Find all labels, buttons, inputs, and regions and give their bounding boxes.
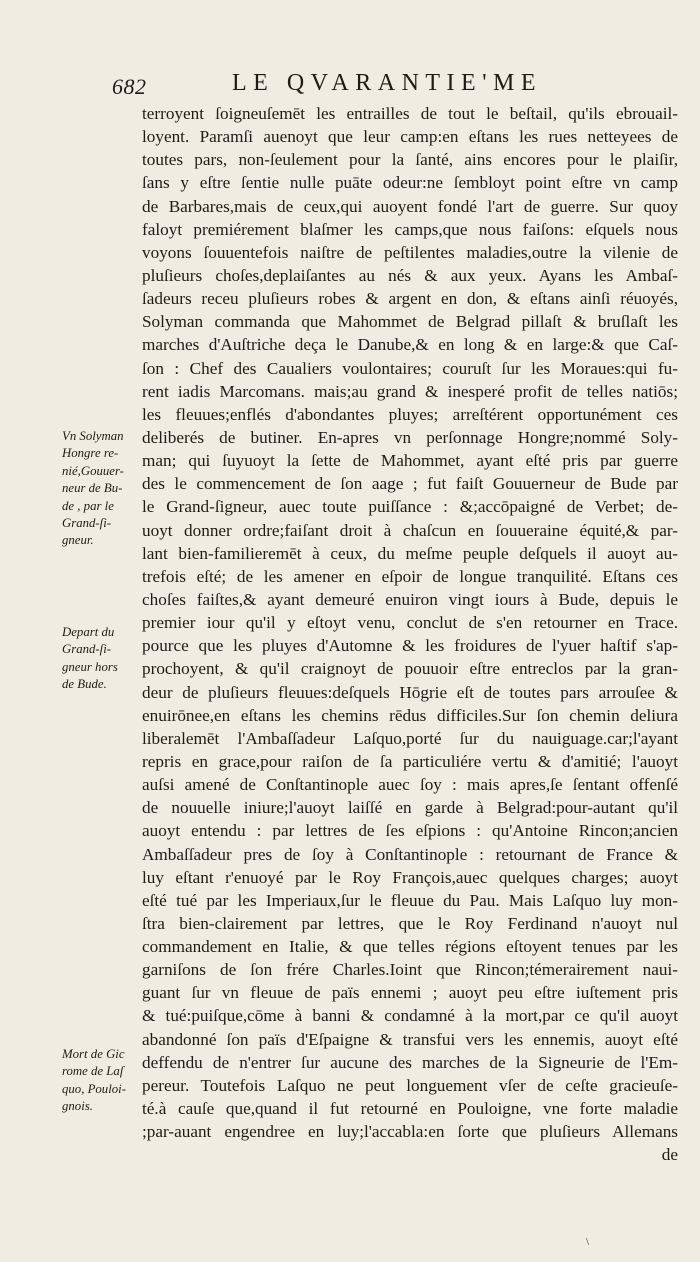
stray-mark: \ [586, 1236, 590, 1248]
marginal-note-line: Depart du [62, 625, 115, 639]
text-line: prochoyent, & qu'il craignoyt de pouuoir eſtre entreclos par la gran- [142, 659, 678, 679]
text-line: auoyt entendu : par lettres de ſes eſpions : qu'Antoine Rincon;ancien [142, 821, 678, 841]
text-line: choſes faiſtes,& ayant demeuré enuiron vingt iours à Bude, depuis le [142, 589, 678, 609]
text-line: toutes pars, non-ſeulement pour la ſanté, ains encores pour le plaiſir, [142, 150, 678, 170]
main-text [142, 102, 678, 1166]
marginal-note-line: Hongre re- [62, 446, 119, 461]
text-line: loyent. Paramſi auenoyt que leur camp:en eſtans les rues netteyees de [142, 127, 678, 147]
text-line: lant bien-familieremēt à ceux, du meſme peuple deſquels il auoyt au- [142, 543, 678, 563]
marginal-note-departure [62, 624, 140, 694]
text-line: ſadeurs receu pluſieurs robes & argent en don, & eſtans ainſi réuoyés, [142, 289, 678, 309]
text-line: ſans y eſtre ſentie nulle puāte odeur:ne ſembloyt point eſtre vn camp [142, 173, 678, 193]
text-line: premier iour qu'il y eſtoyt venu, conclut de s'en retourner en Trace. [142, 613, 678, 633]
text-line: ſon : Chef des Caualiers voulontaires; couruſt ſur les Moraues:qui fu- [142, 358, 678, 378]
text-line: luy eſtant r'enuoyé par le Roy François,auec quelques charges; auoyt [142, 867, 678, 887]
text-line: guant ſur vn fleuue de païs ennemi ; auoyt peu eſtre iuſtement pris [142, 983, 678, 1003]
marginal-note-solyman-governor [62, 428, 140, 550]
text-line: enuirōnee,en eſtans les chemins rēdus difficiles.Sur ſon chemin deliura [142, 705, 678, 725]
text-line: deur de pluſieurs fleuues:deſquels Hōgrie eſt de toutes pars arrouſee & [142, 682, 678, 702]
marginal-note-death-lasquo [62, 1046, 140, 1116]
marginal-note-line: gnois. [62, 1099, 93, 1114]
text-line: de [661, 1145, 678, 1165]
text-line: garniſons de ſon frére Charles.Ioint que Rincon;témerairement naui- [142, 960, 678, 980]
marginal-note-line: Grand-ſi- [62, 642, 112, 657]
text-line: faloyt premiérement blaſmer les camps,que nous faiſons: eſquels nous [142, 219, 678, 239]
running-title: LE QVARANTIE'ME [232, 70, 543, 96]
text-line: deffendu de n'entrer ſur aucune des marches de la Signeurie de l'Em- [142, 1052, 678, 1072]
text-line: trefois eſté; de les amener en eſpoir de longue tranquilité. Eſtans ces [142, 566, 678, 586]
text-line: pource que les pluyes d'Automne & les froidures de l'yuer haſtif s'ap- [142, 636, 678, 656]
text-line: deliberés de butiner. En-apres vn perſonnage Hongre;nommé Soly- [142, 427, 678, 447]
marginal-note-line: neur de Bu- [62, 481, 123, 496]
text-line: & tué:puiſque,cōme à banni & condamné à la mort,par ce qu'il auoyt [142, 1006, 678, 1026]
text-line: ſtra bien-clairement par lettres, que le Roy Ferdinand n'auoyt nul [142, 913, 678, 933]
text-line: abandonné ſon païs d'Eſpaigne & transfui vers les ennemis, auoyt eſté [142, 1029, 678, 1049]
text-line: Ambaſſadeur pres de ſoy à Conſtantinople : retournant de France & [142, 844, 678, 864]
text-line: marches d'Auſtriche deça le Danube,& en long & en large:& que Caſ- [142, 335, 678, 355]
text-line: de nouuelle iniure;l'auoyt laiſſé en garde à Belgrad:pour-autant qu'il [142, 798, 678, 818]
text-line: rent iadis Marcomans. mais;au grand & inesperé profit de telles natiōs; [142, 381, 678, 401]
text-line: eſté tué par les Imperiaux,ſur le fleuue du Pau. Mais Laſquo luy mon- [142, 890, 678, 910]
page-number: 682 [112, 74, 147, 99]
text-line: auſsi amené de Conſtantinople auec ſoy : mais apres,ſe ſentant offenſé [142, 775, 678, 795]
text-line: pereur. Toutefois Laſquo ne peut longuement vſer de ceſte gracieuſe- [142, 1075, 678, 1095]
text-line: pluſieurs choſes,deplaiſantes au nés & aux yeux. Ayans les Ambaſ- [142, 265, 678, 285]
marginal-note-line: de Bude. [62, 677, 107, 692]
text-line: des le commencement de ſon aage ; fut faiſt Gouuerneur de Bude par [142, 474, 678, 494]
text-line: le Grand-ſigneur, auec toute puiſſance : &;accōpaigné de Verbet; de- [142, 497, 678, 517]
text-line: man; qui ſuyuoyt la ſette de Mahommet, ayant eſté pris par guerre [142, 451, 678, 471]
text-line: uoyt donner ordre;faiſant droit à chaſcun en ſouueraine équité,& par- [142, 520, 678, 540]
text-line: voyons ſouuentefois naiſtre de peſtilentes maladies,outre la vilenie de [142, 242, 678, 262]
text-line: liberalemēt l'Ambaſſadeur Laſquo,porté ſur du nauiguage.car;l'ayant [142, 728, 678, 748]
marginal-note-line: nié,Gouuer- [62, 463, 124, 478]
text-line: de Barbares,mais de ceux,qui auoyent fondé l'art de guerre. Sur quoy [142, 196, 678, 216]
marginal-note-line: rome de Laſ [62, 1064, 124, 1079]
marginal-note-line: de , par le [62, 498, 114, 513]
marginal-note-line: Mort de Gic [62, 1047, 125, 1061]
text-line: commandement en Italie, & que telles régions eſtoyent tenues par les [142, 937, 678, 957]
text-line: les fleuues;enflés d'abondantes pluyes; arreſtérent opportunément ces [142, 404, 678, 424]
text-line: repris en grace,pour raiſon de ſa particuliére vertu & d'amitié; l'auoyt [142, 751, 678, 771]
text-line: terroyent ſoigneuſemēt les entrailles de tout le beſtail, qu'ils ebrouail- [142, 104, 678, 123]
marginal-note-line: Grand-ſi- [62, 516, 112, 531]
marginal-note-line: quo, Pouloi- [62, 1081, 126, 1096]
text-line: Solyman commanda que Mahommet de Belgrad pillaſt & bruſlaſt les [142, 312, 678, 332]
text-line: té.à cauſe que,quand il fut retourné en Pouloigne, vne forte maladie [142, 1099, 678, 1119]
marginal-note-line: gneur. [62, 533, 94, 548]
marginal-note-line: Vn Solyman [62, 429, 124, 443]
marginal-note-line: gneur hors [62, 659, 118, 674]
text-line: ;par-auant engendree en luy;l'accabla:en ſorte que pluſieurs Allemans [142, 1122, 678, 1142]
